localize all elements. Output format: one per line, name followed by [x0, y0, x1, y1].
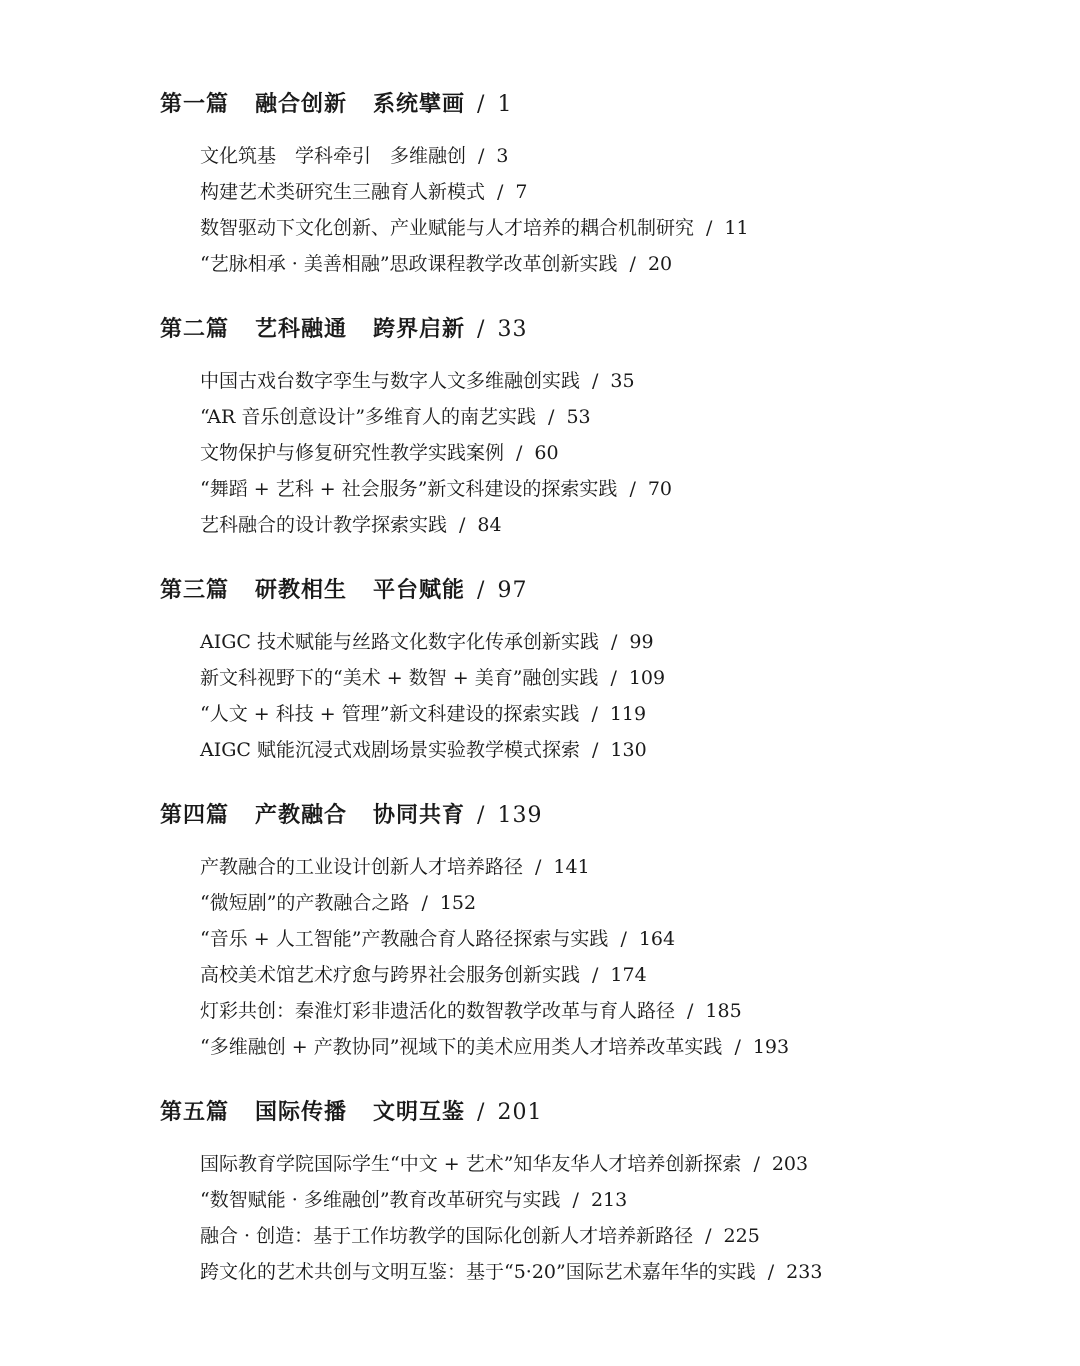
part-heading [160, 314, 527, 346]
entry-title: 文化筑基 学科牵引 多维融创 [200, 145, 467, 167]
separator: / [610, 631, 618, 653]
toc-entry [200, 699, 646, 729]
separator: / [753, 1153, 760, 1175]
entry-title: 融合 · 创造：基于工作坊教学的国际化创新人才培养新路径 [200, 1225, 694, 1247]
separator: / [572, 1189, 579, 1211]
part-theme: 艺科融通 [255, 317, 348, 342]
entry-title: 产教融合的工业设计创新人才培养路径 [200, 856, 524, 878]
toc-entry [200, 924, 675, 954]
page-number: 174 [610, 964, 647, 986]
part-theme: 文明互鉴 [373, 1100, 466, 1125]
part-label: 第二篇 [160, 317, 230, 342]
entry-title: “人文 + 科技 + 管理”新文科建设的探索实践 [200, 703, 580, 725]
page-number: 3 [496, 145, 509, 167]
toc-entry [200, 663, 665, 693]
toc-entry [200, 510, 502, 540]
separator: / [629, 253, 636, 275]
toc-entry [200, 735, 647, 765]
separator: / [705, 1225, 712, 1247]
page-number: 213 [590, 1189, 628, 1211]
separator: / [591, 703, 598, 725]
entry-title: “微短剧”的产教融合之路 [200, 892, 410, 914]
toc-entry [200, 627, 654, 657]
separator: / [591, 739, 599, 761]
toc-entry [200, 996, 742, 1026]
separator: / [477, 1100, 486, 1125]
page-number: 11 [724, 217, 749, 239]
entry-title: 构建艺术类研究生三融育人新模式 [200, 181, 486, 203]
toc-entry [200, 1257, 822, 1287]
page-number: 84 [477, 514, 502, 536]
part-theme: 产教融合 [255, 803, 348, 828]
separator: / [477, 578, 486, 603]
toc-entry [200, 852, 590, 882]
part-theme: 研教相生 [255, 578, 348, 603]
separator: / [421, 892, 428, 914]
page-number: 225 [723, 1225, 760, 1247]
separator: / [592, 964, 599, 986]
separator: / [477, 317, 486, 342]
toc-entry [200, 141, 509, 171]
separator: / [592, 370, 599, 392]
page-number: 20 [647, 253, 673, 275]
page-number: 141 [553, 856, 590, 878]
entry-title: 数智驱动下文化创新、产业赋能与人才培养的耦合机制研究 [200, 217, 695, 239]
entry-title: 国际教育学院国际学生“中文 + 艺术”知华友华人才培养创新探索 [200, 1153, 742, 1175]
entry-title: “数智赋能 · 多维融创”教育改革研究与实践 [200, 1189, 561, 1211]
separator: / [706, 217, 713, 239]
entry-title: AIGC 赋能沉浸式戏剧场景实验教学模式探索 [200, 739, 580, 761]
page-number: 109 [628, 667, 666, 689]
page-number: 119 [609, 703, 647, 725]
page-number: 164 [638, 928, 676, 950]
separator: / [629, 478, 636, 500]
toc-entry [200, 249, 672, 279]
toc-entry [200, 1221, 760, 1251]
part-heading [160, 575, 527, 607]
toc-entry [200, 402, 591, 432]
page-number: 33 [497, 317, 528, 342]
entry-title: 新文科视野下的“美术 + 数智 + 美育”融创实践 [200, 667, 599, 689]
entry-title: “音乐 + 人工智能”产教融合育人路径探索与实践 [200, 928, 609, 950]
page-number: 152 [439, 892, 477, 914]
part-theme: 系统擘画 [373, 92, 466, 117]
separator: / [497, 181, 504, 203]
part-label: 第一篇 [160, 92, 230, 117]
page-number: 130 [610, 739, 647, 761]
page-number: 97 [497, 578, 528, 603]
separator: / [477, 803, 486, 828]
separator: / [610, 667, 617, 689]
part-theme: 融合创新 [255, 92, 348, 117]
toc-entry [200, 960, 647, 990]
entry-title: “舞蹈 + 艺科 + 社会服务”新文科建设的探索实践 [200, 478, 618, 500]
page-number: 201 [497, 1100, 543, 1125]
page-number: 203 [771, 1153, 809, 1175]
entry-title: “AR 音乐创意设计”多维育人的南艺实践 [200, 406, 537, 428]
toc-entry [200, 438, 559, 468]
page-number: 185 [705, 1000, 742, 1022]
entry-title: 跨文化的艺术共创与文明互鉴：基于“5·20”国际艺术嘉年华的实践 [200, 1261, 756, 1283]
toc-entry [200, 888, 476, 918]
separator: / [620, 928, 627, 950]
page-number: 35 [610, 370, 635, 392]
part-theme: 国际传播 [255, 1100, 348, 1125]
part-theme: 跨界启新 [373, 317, 466, 342]
entry-title: AIGC 技术赋能与丝路文化数字化传承创新实践 [200, 631, 599, 653]
separator: / [477, 92, 486, 117]
entry-title: “多维融创 + 产教协同”视域下的美术应用类人才培养改革实践 [200, 1036, 723, 1058]
separator: / [767, 1261, 775, 1283]
entry-title: “艺脉相承 · 美善相融”思政课程教学改革创新实践 [200, 253, 618, 275]
entry-title: 文物保护与修复研究性教学实践案例 [200, 442, 505, 464]
toc-entry [200, 474, 672, 504]
page-number: 1 [497, 92, 513, 117]
separator: / [734, 1036, 741, 1058]
toc-entry [200, 1149, 808, 1179]
toc-entry [200, 366, 635, 396]
entry-title: 高校美术馆艺术疗愈与跨界社会服务创新实践 [200, 964, 581, 986]
separator: / [516, 442, 523, 464]
separator: / [687, 1000, 694, 1022]
entry-title: 艺科融合的设计教学探索实践 [200, 514, 448, 536]
toc-entry [200, 213, 749, 243]
separator: / [548, 406, 555, 428]
page-number: 233 [786, 1261, 823, 1283]
page-number: 60 [534, 442, 559, 464]
part-theme: 平台赋能 [373, 578, 466, 603]
toc-entry [200, 177, 528, 207]
separator: / [535, 856, 542, 878]
part-heading [160, 800, 542, 832]
part-heading [160, 89, 512, 121]
entry-title: 灯彩共创：秦淮灯彩非遗活化的数智教学改革与育人路径 [200, 1000, 676, 1022]
entry-title: 中国古戏台数字孪生与数字人文多维融创实践 [200, 370, 581, 392]
page-number: 193 [752, 1036, 790, 1058]
toc-entry [200, 1185, 627, 1215]
page-number: 7 [515, 181, 528, 203]
part-label: 第五篇 [160, 1100, 230, 1125]
separator: / [459, 514, 466, 536]
toc-entry [200, 1032, 789, 1062]
page-number: 53 [566, 406, 591, 428]
separator: / [478, 145, 485, 167]
page-number: 70 [647, 478, 673, 500]
page-number: 99 [629, 631, 654, 653]
part-label: 第四篇 [160, 803, 230, 828]
part-label: 第三篇 [160, 578, 230, 603]
page-number: 139 [497, 803, 543, 828]
part-theme: 协同共育 [373, 803, 466, 828]
part-heading [160, 1097, 542, 1129]
